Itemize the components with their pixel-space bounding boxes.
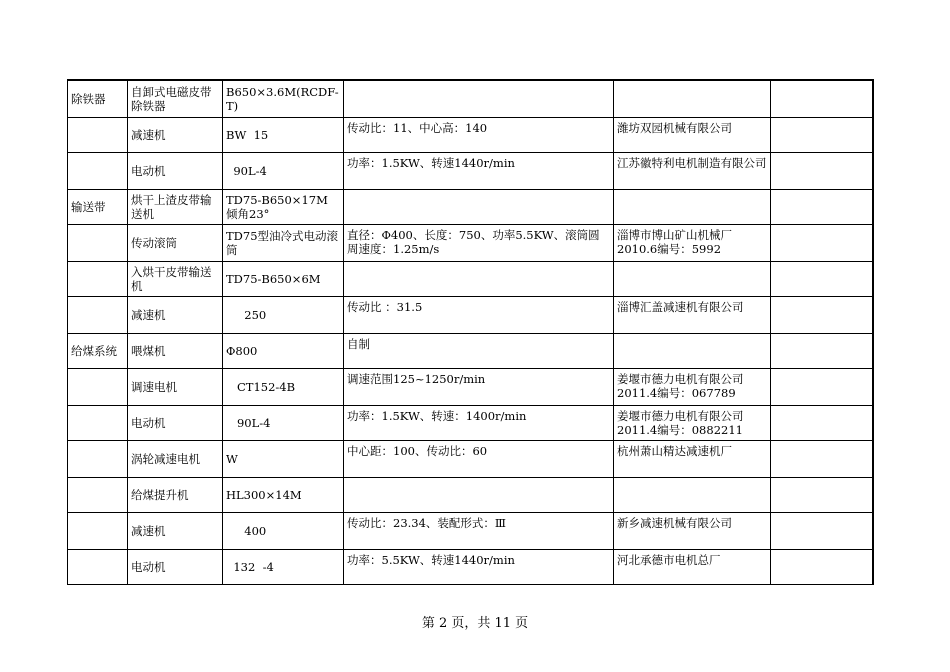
model-cell: HL300×14M [223,477,344,512]
remarks-cell [771,477,873,512]
parameters-cell: 功率：1.5KW、转速1440r/min [344,152,614,189]
remarks-cell [771,296,873,333]
system-cell [68,152,128,189]
model-cell: 90L-4 [223,152,344,189]
remarks-cell [771,224,873,261]
parameters-cell: 直径：Φ400、长度：750、功率5.5KW、滚筒圆周速度：1.25m/s [344,224,614,261]
equipment-name-cell: 入烘干皮带输送机 [128,261,223,296]
system-cell [68,296,128,333]
manufacturer-cell: 江苏徽特利电机制造有限公司 [614,152,771,189]
parameters-cell: 中心距：100、传动比：60 [344,440,614,477]
remarks-cell [771,549,873,584]
manufacturer-cell: 杭州萧山精达减速机厂 [614,440,771,477]
equipment-name-cell: 减速机 [128,117,223,152]
manufacturer-cell: 潍坊双园机械有限公司 [614,117,771,152]
remarks-cell [771,512,873,549]
manufacturer-cell: 淄博汇盖减速机有限公司 [614,296,771,333]
table-row [68,477,873,512]
model-cell: 132 -4 [223,549,344,584]
system-cell: 输送带 [68,189,128,224]
table-row [68,224,873,261]
parameters-cell [344,477,614,512]
table-row [68,152,873,189]
parameters-cell: 调速范围125~1250r/min [344,368,614,405]
table-row [68,333,873,368]
system-cell [68,224,128,261]
equipment-name-cell: 减速机 [128,512,223,549]
manufacturer-cell: 姜堰市德力电机有限公司 2011.4编号：0882211 [614,405,771,440]
system-cell [68,477,128,512]
parameters-cell: 自制 [344,333,614,368]
manufacturer-cell: 河北承德市电机总厂 [614,549,771,584]
equipment-name-cell: 电动机 [128,549,223,584]
table-row [68,405,873,440]
manufacturer-cell [614,189,771,224]
remarks-cell [771,333,873,368]
equipment-name-cell: 喂煤机 [128,333,223,368]
equipment-name-cell: 给煤提升机 [128,477,223,512]
system-cell [68,368,128,405]
equipment-name-cell: 传动滚筒 [128,224,223,261]
remarks-cell [771,117,873,152]
manufacturer-cell [614,477,771,512]
table-row [68,512,873,549]
parameters-cell: 功率：5.5KW、转速1440r/min [344,549,614,584]
model-cell: TD75-B650×17M 倾角23° [223,189,344,224]
table-row [68,80,873,117]
table-row [68,368,873,405]
remarks-cell [771,189,873,224]
parameters-cell [344,80,614,117]
remarks-cell [771,261,873,296]
system-cell [68,261,128,296]
manufacturer-cell [614,80,771,117]
remarks-cell [771,440,873,477]
equipment-table [67,79,874,585]
table-row [68,296,873,333]
model-cell: 90L-4 [223,405,344,440]
remarks-cell [771,368,873,405]
table-row [68,549,873,584]
model-cell: 400 [223,512,344,549]
manufacturer-cell [614,333,771,368]
model-cell: B650×3.6M(RCDF-T) [223,80,344,117]
page-footer: 第 2 页，共 11 页 [421,616,529,631]
parameters-cell [344,261,614,296]
parameters-cell: 传动比：11、中心高：140 [344,117,614,152]
equipment-name-cell: 调速电机 [128,368,223,405]
table-row [68,440,873,477]
system-cell: 除铁器 [68,80,128,117]
parameters-cell [344,189,614,224]
model-cell: W [223,440,344,477]
model-cell: 250 [223,296,344,333]
system-cell [68,405,128,440]
table-row [68,189,873,224]
equipment-name-cell: 烘干上渣皮带输送机 [128,189,223,224]
manufacturer-cell: 新乡减速机械有限公司 [614,512,771,549]
remarks-cell [771,152,873,189]
equipment-name-cell: 涡轮减速电机 [128,440,223,477]
manufacturer-cell [614,261,771,296]
system-cell [68,117,128,152]
manufacturer-cell: 姜堰市德力电机有限公司 2011.4编号：067789 [614,368,771,405]
parameters-cell: 传动比 ：31.5 [344,296,614,333]
table-row [68,117,873,152]
model-cell: BW 15 [223,117,344,152]
parameters-cell: 传动比：23.34、装配形式：Ⅲ [344,512,614,549]
model-cell: TD75-B650×6M [223,261,344,296]
table-row [68,261,873,296]
manufacturer-cell: 淄博市博山矿山机械厂 2010.6编号：5992 [614,224,771,261]
system-cell [68,512,128,549]
remarks-cell [771,405,873,440]
model-cell: Φ800 [223,333,344,368]
equipment-name-cell: 电动机 [128,405,223,440]
system-cell: 给煤系统 [68,333,128,368]
equipment-name-cell: 减速机 [128,296,223,333]
equipment-name-cell: 电动机 [128,152,223,189]
remarks-cell [771,80,873,117]
model-cell: CT152-4B [223,368,344,405]
system-cell [68,440,128,477]
equipment-name-cell: 自卸式电磁皮带除铁器 [128,80,223,117]
model-cell: TD75型油冷式电动滚筒 [223,224,344,261]
system-cell [68,549,128,584]
parameters-cell: 功率：1.5KW、转速：1400r/min [344,405,614,440]
